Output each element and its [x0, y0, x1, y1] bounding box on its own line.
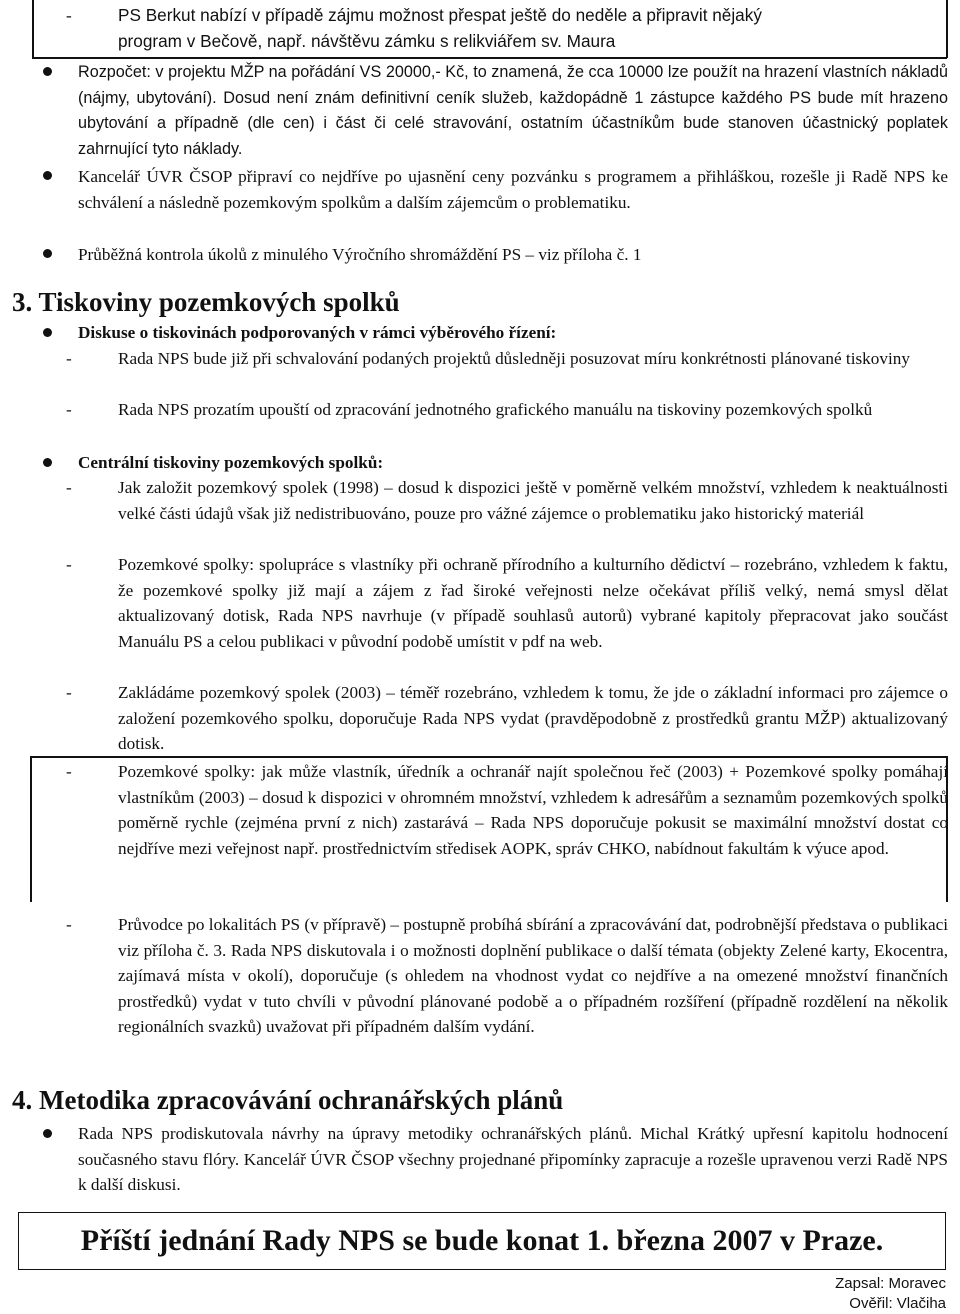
dash-marker: - [66, 915, 72, 934]
section-3-bullet-1-item-2: Rada NPS prozatím upouští od zpracování jednotného grafického manuálu na tiskoviny pozemkových spolků [118, 400, 873, 419]
bullet-icon [43, 171, 52, 180]
top-box-left-border [32, 0, 34, 58]
section-3-bullet-2-item-4: Pozemkové spolky: jak může vlastník, úředník a ochranář najít společnou řeč (2003) + Pozemkové spolky pomáhají vlastníkům (2003) – dosud k dispozici v ohromném množství, vzhledem k adresářům a seznamům pozemkových spolků poměrně rychle (zejména první z nich) zastarává – Rada NPS doporučuje pokusit se maximální množství dostat co nejdříve mezi veřejnost např. prostřednictvím středisek AOPK, správ CHKO, nabídnout fakultám k výuce apod. [118, 762, 948, 858]
box-left-border [30, 756, 32, 902]
bullet-icon [43, 1129, 52, 1138]
dash-marker: - [66, 6, 72, 25]
section-3-heading: 3. Tiskoviny pozemkových spolků [12, 287, 400, 317]
section-3-bullet-2-item-3: Zakládáme pozemkový spolek (2003) – téměř rozebráno, vzhledem k tomu, že jde o základní informaci pro zájemce o založení pozemkového spolku, doporučuje Rada NPS vydat (pravděpodobně z prostředků grantu MŽP) aktualizovaný dotisk. [118, 683, 948, 754]
dash-marker: - [66, 478, 72, 497]
bullet-icon [43, 249, 52, 258]
dash-marker: - [66, 683, 72, 702]
top-box-line-2: program v Bečově, např. návštěvu zámku s relikviářem sv. Maura [118, 31, 616, 51]
recorded-by: Zapsal: Moravec [835, 1275, 946, 1292]
review-paragraph: Průběžná kontrola úkolů z minulého Výročního shromáždění PS – viz příloha č. 1 [78, 245, 642, 264]
dash-marker: - [66, 762, 72, 781]
section-3-bullet-2-item-2: Pozemkové spolky: spolupráce s vlastníky při ochraně přírodního a kulturního dědictví – rozebráno, vzhledem k faktu, že pozemkové spolky již mají a zájem z řad široké veřejnosti nelze očekávat příliš velký, nemá smysl dělat aktualizovaný dotisk, Rada NPS navrhuje (v případě souhlasů autorů) vybrané kapitoly přepracovat jako součást Manuálu PS a celou publikaci v původní podobě umístit v pdf na web. [118, 555, 948, 651]
next-meeting-box [18, 1212, 946, 1270]
section-3-bullet-2-label: Centrální tiskoviny pozemkových spolků: [78, 453, 384, 472]
box-top-border [30, 756, 947, 758]
section-3-bullet-1-label: Diskuse o tiskovinách podporovaných v rámci výběrového řízení: [78, 323, 557, 342]
section-4-heading: 4. Metodika zpracovávání ochranářských plánů [12, 1085, 564, 1115]
next-meeting-text: Příští jednání Rady NPS se bude konat 1. března 2007 v Praze. [80, 1224, 884, 1257]
section-3-bullet-2-item-5: Průvodce po lokalitách PS (v přípravě) – postupně probíhá sbírání a zpracovávání dat, podrobnější představa o publikaci viz příloha č. 3. Rada NPS diskutovala i o možnosti doplnění publikace o další témata (objekty Zelené karty, Ekocentra, zajímavá místa v okolí), doporučuje (s ohledem na vhodnost vydat co nejdříve a na omezené množství finančních prostředků) vydat v tuto chvíli v původní plánované podobě a o případném rozšíření (případně rozdělení na několik regionálních svazků) uvažovat při případném dalším vydání. [118, 915, 948, 1037]
invitation-paragraph: Kancelář ÚVR ČSOP připraví co nejdříve po ujasnění ceny pozvánku s programem a přihláškou, rozešle ji Radě NPS ke schválení a následně pozemkovým spolkům a dalším zájemcům o problematiku. [78, 167, 948, 212]
section-3-bullet-2-item-1: Jak založit pozemkový spolek (1998) – dosud k dispozici ještě v poměrně velkém množství, vzhledem k neaktuálnosti velké části údajů však již nedistribuováno, pouze pro vážné zájemce o problematiku jako historický materiál [118, 478, 948, 523]
verified-by: Ověřil: Vlačiha [849, 1295, 946, 1312]
dash-marker: - [66, 400, 72, 419]
bullet-icon [43, 458, 52, 467]
dash-marker: - [66, 555, 72, 574]
top-box-line-1: PS Berkut nabízí v případě zájmu možnost přespat ještě do neděle a připravit nějaký [118, 5, 762, 25]
section-3-bullet-1-item-1: Rada NPS bude již při schvalování podaných projektů důsledněji posuzovat míru konkrétnosti plánované tiskoviny [118, 349, 910, 368]
budget-paragraph: Rozpočet: v projektu MŽP na pořádání VS 20000,- Kč, to znamená, že cca 10000 lze použít na hrazení vlastních nákladů (nájmy, ubytování). Dosud není znám definitivní ceník služeb, každopádně 1 zástupce každého PS bude mít hrazeno ubytování a případně (dle cen) i část či celé stravování, ostatním účastníkům bude stanoven účastnický poplatek zahrnující tyto náklady. [78, 63, 948, 158]
bullet-icon [43, 328, 52, 337]
top-box-bottom-border [32, 57, 947, 59]
dash-marker: - [66, 349, 72, 368]
section-4-paragraph: Rada NPS prodiskutovala návrhy na úpravy metodiky ochranářských plánů. Michal Krátký upřesní kapitolu hodnocení současného stavu flóry. Kancelář ÚVR ČSOP všechny projednané připomínky zapracuje a rozešle upravenou verzi Radě NPS k další diskusi. [78, 1124, 948, 1195]
bullet-icon [43, 67, 52, 76]
